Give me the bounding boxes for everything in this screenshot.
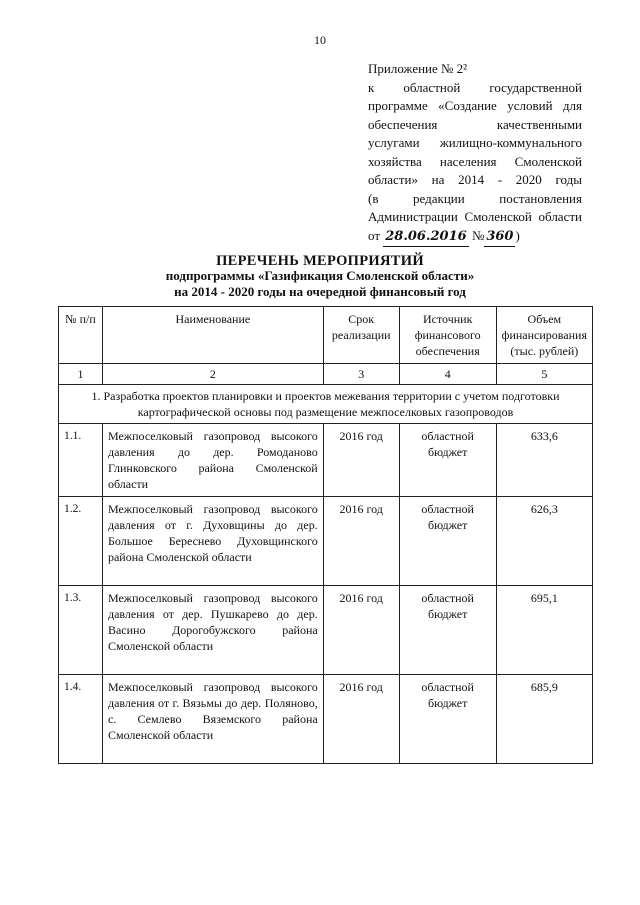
row-amount: 633,6 xyxy=(496,424,592,497)
appendix-line: хозяйства населения Смоленской xyxy=(368,153,582,169)
events-table xyxy=(58,306,593,764)
appendix-line: Администрации Смоленской области xyxy=(368,209,582,224)
appendix-date-line: от 28.06.2016 № 360 ) xyxy=(368,227,582,248)
row-period: 2016 год xyxy=(323,424,399,497)
row-number: 1.3. xyxy=(59,586,103,675)
table-row xyxy=(59,424,593,497)
table-row xyxy=(59,675,593,764)
appendix-line: программе «Создание условий для xyxy=(368,98,582,113)
header-number: № п/п xyxy=(59,307,103,364)
column-number: 5 xyxy=(496,364,592,385)
document-period: на 2014 - 2020 годы на очередной финансовый год xyxy=(174,284,466,299)
appendix-line: к областной государственной xyxy=(368,79,582,95)
row-name: Межпоселковый газопровод высокого давления от г. Духовщины до дер. Большое Береснево Духовщинского района Смоленской области xyxy=(102,497,323,586)
appendix-line: (в редакции постановления xyxy=(368,190,582,206)
table-row xyxy=(59,586,593,675)
column-number: 1 xyxy=(59,364,103,385)
row-amount: 695,1 xyxy=(496,586,592,675)
header-amount: Объем финансирования (тыс. рублей) xyxy=(496,307,592,364)
document-subtitle: подпрограммы «Газификация Смоленской области» xyxy=(165,268,475,283)
appendix-line: Приложение № 2² xyxy=(368,61,468,76)
row-source: областной бюджет xyxy=(399,586,496,675)
row-number: 1.2. xyxy=(59,497,103,586)
row-period: 2016 год xyxy=(323,586,399,675)
column-number-row xyxy=(59,364,593,385)
column-number: 3 xyxy=(323,364,399,385)
number-label: № xyxy=(471,227,485,243)
column-number: 2 xyxy=(102,364,323,385)
row-amount: 626,3 xyxy=(496,497,592,586)
page-number: 10 xyxy=(314,33,326,47)
row-amount: 685,9 xyxy=(496,675,592,764)
row-number: 1.1. xyxy=(59,424,103,497)
document-title: ПЕРЕЧЕНЬ МЕРОПРИЯТИЙ xyxy=(216,253,424,269)
section-row xyxy=(59,385,593,424)
appendix-line: услугами жилищно-коммунального xyxy=(368,135,582,150)
handwritten-date: 28.06.2016 xyxy=(383,228,468,248)
row-source: областной бюджет xyxy=(399,497,496,586)
row-name: Межпоселковый газопровод высокого давления от дер. Пушкарево до дер. Васино Дорогобужского района Смоленской области xyxy=(102,586,323,675)
section-title: 1. Разработка проектов планировки и проектов межевания территории с учетом подготовки картографической основы под размещение межпоселковых газопроводов xyxy=(59,385,593,424)
row-source: областной бюджет xyxy=(399,675,496,764)
appendix-line: области» на 2014 - 2020 годы xyxy=(368,172,582,187)
header-source: Источник финансового обеспечения xyxy=(399,307,496,364)
row-name: Межпоселковый газопровод высокого давления до дер. Ромоданово Глинковского района Смоленской области xyxy=(102,424,323,497)
row-source: областной бюджет xyxy=(399,424,496,497)
table-row xyxy=(59,497,593,586)
header-period: Срок реализации xyxy=(323,307,399,364)
from-label: от xyxy=(368,227,381,243)
row-period: 2016 год xyxy=(323,675,399,764)
handwritten-number: 360 xyxy=(484,228,515,248)
table-header-row xyxy=(59,307,593,364)
appendix-block xyxy=(368,60,582,247)
column-number: 4 xyxy=(399,364,496,385)
header-name: Наименование xyxy=(102,307,323,364)
row-number: 1.4. xyxy=(59,675,103,764)
row-name: Межпоселковый газопровод высокого давления от г. Вязьмы до дер. Поляново, с. Семлево Вяземского района Смоленской области xyxy=(102,675,323,764)
row-period: 2016 год xyxy=(323,497,399,586)
appendix-line: обеспечения качественными xyxy=(368,116,582,132)
